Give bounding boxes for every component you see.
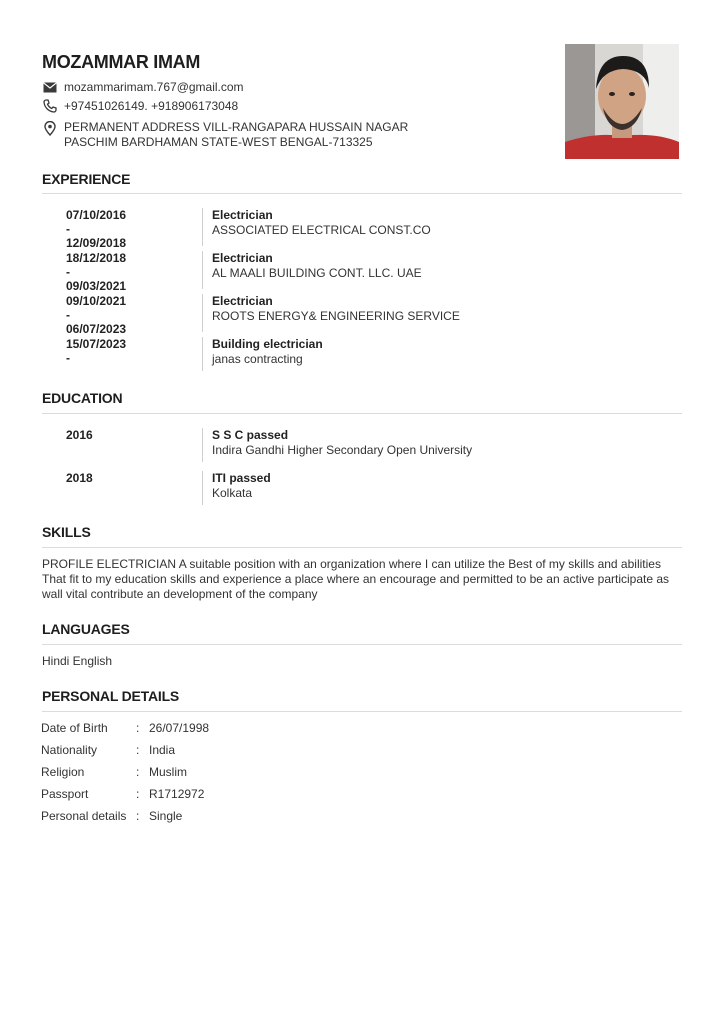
envelope-icon	[42, 80, 58, 94]
location-pin-icon	[42, 121, 58, 135]
detail-value: Single	[149, 809, 183, 823]
detail-colon: :	[136, 721, 140, 735]
phone-text: +97451026149. +918906173048	[64, 99, 239, 113]
education-school: Indira Gandhi Higher Secondary Open University	[212, 443, 473, 457]
detail-label: Nationality	[41, 743, 98, 757]
section-divider	[42, 547, 682, 548]
section-title-personal-details: PERSONAL DETAILS	[42, 688, 180, 704]
education-year: 2016	[66, 428, 93, 442]
experience-company: ASSOCIATED ELECTRICAL CONST.CO	[212, 223, 431, 237]
detail-label: Religion	[41, 765, 85, 779]
detail-label: Date of Birth	[41, 721, 108, 735]
languages-text: Hindi English	[42, 654, 113, 668]
experience-role: Electrician	[212, 294, 273, 308]
detail-colon: :	[136, 765, 140, 779]
section-divider	[42, 711, 682, 712]
education-degree: ITI passed	[212, 471, 271, 485]
experience-company: AL MAALI BUILDING CONT. LLC. UAE	[212, 266, 422, 280]
experience-company: janas contracting	[212, 352, 303, 366]
skills-text: PROFILE ELECTRICIAN A suitable position with an organization where I can utilize the Best of my skills and abilities That fit to my education skills and experience a place where an encourage and permitted to be an active participate as wall vital contribute an development of the company	[42, 557, 670, 601]
email-text[interactable]: mozammarimam.767@gmail.com	[64, 80, 244, 94]
detail-value: Muslim	[149, 765, 187, 779]
timeline-bar	[202, 337, 203, 371]
education-school: Kolkata	[212, 486, 253, 500]
detail-value: 26/07/1998	[149, 721, 210, 735]
contact-phone-row	[42, 99, 238, 113]
address-line-1: PERMANENT ADDRESS VILL-RANGAPARA HUSSAIN NAGAR	[64, 120, 409, 134]
experience-company: ROOTS ENERGY& ENGINEERING SERVICE	[212, 309, 460, 323]
detail-value: R1712972	[149, 787, 205, 801]
timeline-bar	[202, 428, 203, 462]
address-line-2: PASCHIM BARDHAMAN STATE-WEST BENGAL-713325	[64, 135, 373, 149]
section-divider	[42, 193, 682, 194]
experience-dates: 09/10/2021 - 06/07/2023	[66, 294, 127, 336]
education-degree: S S C passed	[212, 428, 289, 442]
experience-dates: 07/10/2016 - 12/09/2018	[66, 208, 127, 250]
detail-label: Personal details	[41, 809, 127, 823]
section-title-skills: SKILLS	[42, 524, 91, 540]
detail-colon: :	[136, 787, 140, 801]
section-divider	[42, 644, 682, 645]
experience-role: Electrician	[212, 251, 273, 265]
timeline-bar	[202, 208, 203, 246]
detail-label: Passport	[41, 787, 89, 801]
experience-role: Building electrician	[212, 337, 323, 351]
contact-email-row	[42, 80, 244, 94]
experience-dates: 18/12/2018 - 09/03/2021	[66, 251, 127, 293]
detail-colon: :	[136, 809, 140, 823]
section-divider	[42, 413, 682, 414]
candidate-name: MOZAMMAR IMAM	[42, 52, 201, 72]
timeline-bar	[202, 251, 203, 289]
experience-role: Electrician	[212, 208, 273, 222]
experience-dates: 15/07/2023 -	[66, 337, 127, 365]
section-title-languages: LANGUAGES	[42, 621, 130, 637]
section-title-education: EDUCATION	[42, 390, 123, 406]
detail-value: India	[149, 743, 176, 757]
timeline-bar	[202, 294, 203, 332]
section-title-experience: EXPERIENCE	[42, 171, 131, 187]
phone-icon	[42, 99, 58, 113]
timeline-bar	[202, 471, 203, 505]
education-year: 2018	[66, 471, 93, 485]
contact-address-row	[42, 120, 408, 150]
profile-photo	[565, 44, 679, 159]
detail-colon: :	[136, 743, 140, 757]
